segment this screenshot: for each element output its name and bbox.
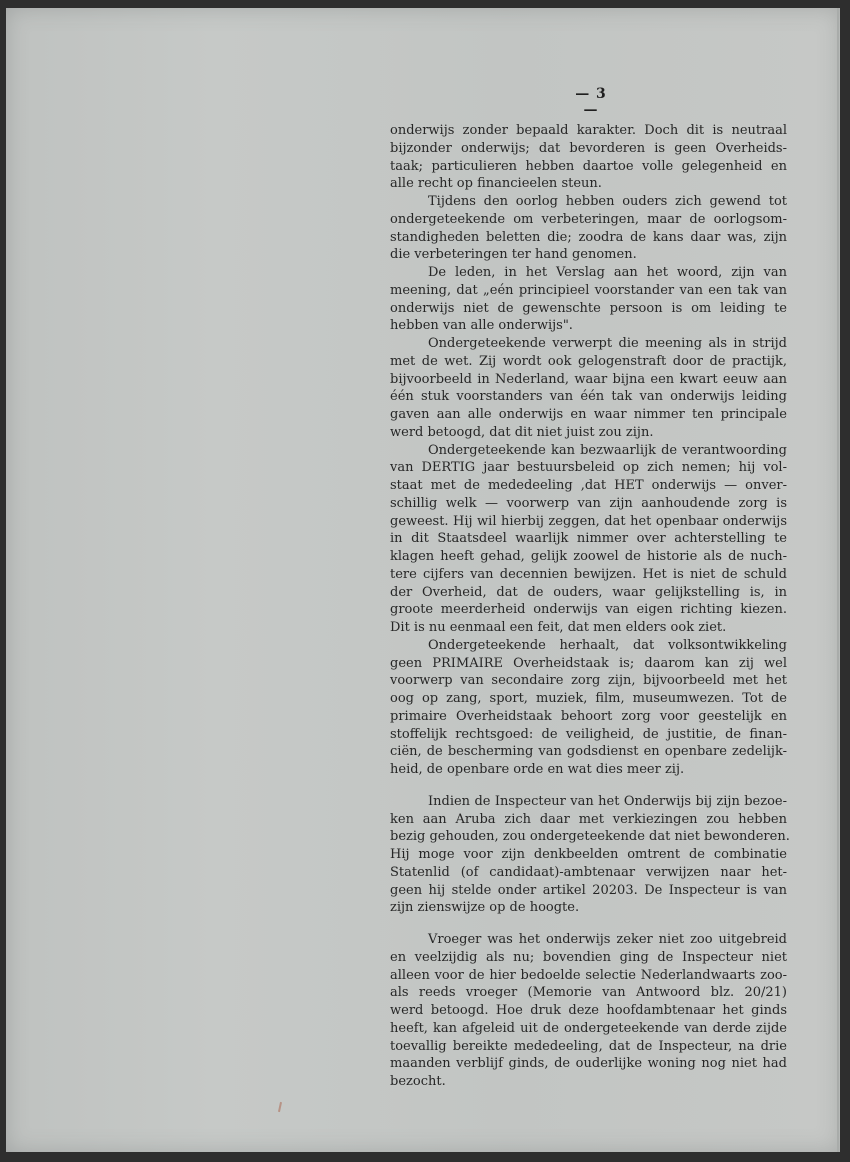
text-line: Indien de Inspecteur van het Onderwijs bij zijn bezoe-: [428, 793, 787, 809]
text-line: maanden verblijf ginds, de ouderlijke woning nog niet had: [390, 1056, 787, 1072]
text-line: geen hij stelde onder artikel 20203. De Inspecteur is van: [390, 882, 787, 898]
text-line: Tijdens den oorlog hebben ouders zich gewend tot: [428, 194, 787, 209]
text-line: werd betoogd, dat dit niet juist zou zijn.: [390, 424, 654, 440]
paragraph: [390, 193, 787, 264]
paragraph-gap: [390, 917, 787, 931]
text-line: bijzonder onderwijs; dat bevorderen is geen Overheids-: [390, 140, 787, 156]
paragraph: [390, 122, 787, 193]
text-line: één stuk voorstanders van één tak van onderwijs leiding: [390, 389, 787, 405]
text-line: Ondergeteekende verwerpt die meening als in strijd: [428, 336, 787, 351]
page-edge: [837, 8, 839, 1152]
text-line: staat met de mededeeling ,dat HET onderwijs — onver-: [390, 478, 787, 493]
text-line: alle recht op financieelen steun.: [390, 176, 602, 192]
text-line: schillig welk — voorwerp van zijn aanhoudende zorg is: [390, 495, 787, 511]
text-line: bezig gehouden, zou ondergeteekende dat niet bewonderen.: [390, 829, 790, 845]
text-line: geen PRIMAIRE Overheidstaak is; daarom kan zij wel: [390, 655, 787, 671]
text-line: standigheden beletten die; zoodra de kans daar was, zijn: [390, 229, 787, 245]
text-line: stoffelijk rechtsgoed: de veiligheid, de justitie, de finan-: [390, 726, 787, 742]
paragraph: [390, 335, 787, 442]
text-line: die verbeteringen ter hand genomen.: [390, 247, 637, 263]
text-line: der Overheid, dat de ouders, waar gelijkstelling is, in: [390, 584, 787, 600]
paragraph: [390, 264, 787, 335]
text-line: als reeds vroeger (Memorie van Antwoord blz. 20/21): [390, 985, 787, 1001]
text-line: Ondergeteekende kan bezwaarlijk de verantwoording: [428, 442, 787, 458]
text-line: gaven aan alle onderwijs en waar nimmer ten principale: [390, 407, 787, 422]
text-line: ciën, de bescherming van godsdienst en openbare zedelijk-: [390, 744, 787, 760]
text-line: voorwerp van secondaire zorg zijn, bijvoorbeeld met het: [390, 673, 787, 689]
paragraph: [390, 637, 787, 779]
text-line: Vroeger was het onderwijs zeker niet zoo uitgebreid: [428, 932, 787, 947]
text-line: heeft, kan afgeleid uit de ondergeteekende van derde zijde: [390, 1020, 787, 1036]
text-line: Ondergeteekende herhaalt, dat volksontwikkeling: [428, 637, 787, 653]
text-line: bijvoorbeeld in Nederland, waar bijna een kwart eeuw aan: [390, 371, 787, 387]
text-line: oog op zang, sport, muziek, film, museumwezen. Tot de: [390, 691, 787, 706]
body-text: [390, 122, 790, 1091]
text-line: ondergeteekende om verbeteringen, maar de oorlogsom-: [390, 211, 787, 227]
text-line: De leden, in het Verslag aan het woord, zijn van: [428, 265, 787, 280]
text-line: hebben van alle onderwijs".: [390, 318, 573, 334]
text-line: groote meerderheid onderwijs van eigen richting kiezen.: [390, 602, 787, 618]
text-line: klagen heeft gehad, gelijk zoowel de historie als de nuch-: [390, 549, 787, 564]
text-line: primaire Overheidstaak behoort zorg voor geestelijk en: [390, 708, 787, 724]
text-line: met de wet. Zij wordt ook gelogenstraft door de practijk,: [390, 353, 787, 369]
text-line: heid, de openbare orde en wat dies meer zij.: [390, 762, 685, 777]
page-number: — 3 —: [575, 86, 607, 118]
paragraph: [390, 931, 787, 1091]
text-line: Hij moge voor zijn denkbeelden omtrent de combinatie: [390, 847, 787, 862]
text-line: taak; particulieren hebben daartoe volle gelegenheid en: [390, 158, 787, 174]
text-line: en veelzijdig als nu; bovendien ging de Inspecteur niet: [390, 949, 787, 965]
text-line: meening, dat „eén principieel voorstander van een tak van: [390, 282, 787, 298]
text-line: toevallig bereikte mededeeling, dat de Inspecteur, na drie: [390, 1038, 787, 1054]
text-line: van DERTIG jaar bestuursbeleid op zich nemen; hij vol-: [390, 460, 787, 476]
text-line: in dit Staatsdeel waarlijk nimmer over achterstelling te: [390, 531, 787, 547]
text-line: onderwijs niet de gewenschte persoon is om leiding te: [390, 300, 787, 316]
text-line: onderwijs zonder bepaald karakter. Doch dit is neutraal: [390, 123, 787, 138]
paragraph-gap: [390, 779, 787, 793]
paragraph: [390, 793, 790, 917]
paragraph: [390, 442, 787, 637]
text-line: geweest. Hij wil hierbij zeggen, dat het openbaar onderwijs: [390, 513, 787, 529]
text-line: zijn zienswijze op de hoogte.: [390, 900, 580, 916]
text-line: alleen voor de hier bedoelde selectie Nederlandwaarts zoo-: [390, 967, 787, 983]
text-line: ken aan Aruba zich daar met verkiezingen zou hebben: [390, 811, 787, 827]
text-line: tere cijfers van decennien bewijzen. Het is niet de schuld: [390, 566, 787, 582]
text-line: Dit is nu eenmaal een feit, dat men elders ook ziet.: [390, 620, 727, 635]
text-line: bezocht.: [390, 1074, 446, 1089]
text-line: Statenlid (of candidaat)-ambtenaar verwijzen naar het-: [390, 864, 787, 880]
text-line: werd betoogd. Hoe druk deze hoofdambtenaar het ginds: [390, 1003, 787, 1018]
